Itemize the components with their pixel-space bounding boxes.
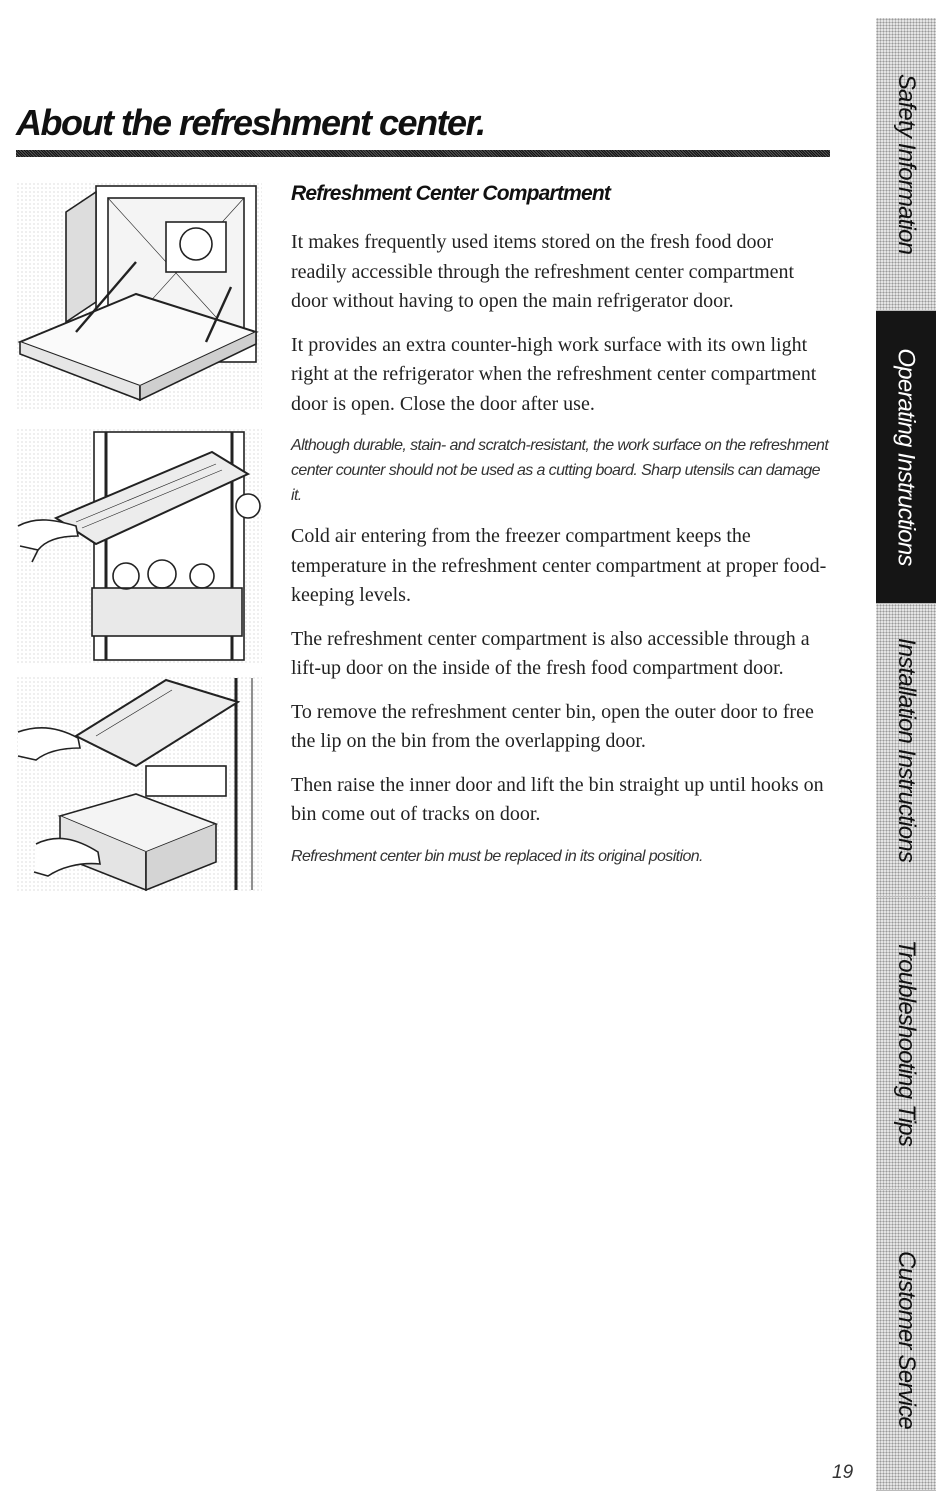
paragraph: Cold air entering from the freezer compartment keeps the temperature in the refreshment center compartment at proper food-keeping levels. [291,525,827,606]
paragraph: It makes frequently used items stored on the fresh food door readily accessible through the refreshment center compartment door without having to open the main refrigerator door. [291,231,795,312]
tab-label: Safety Information [893,73,920,255]
bin-note: Refreshment center bin must be replaced in its original position. [291,847,703,865]
illustration-open-counter [16,182,262,410]
tab-troubleshooting-tips[interactable] [876,897,936,1190]
tab-operating-instructions[interactable] [876,311,936,604]
tab-safety-information[interactable] [876,18,936,311]
paragraph: To remove the refreshment center bin, open the outer door to free the lip on the bin from the overlapping door. [291,700,814,752]
paragraph: The refreshment center compartment is also accessible through a lift-up door on the inside of the fresh food compartment door. [291,627,810,679]
illustration-lift-door [16,428,262,664]
tab-label: Customer Service [893,1251,920,1429]
tab-label: Operating Instructions [893,348,920,566]
tab-installation-instructions[interactable] [876,604,936,897]
illustration-remove-bin [16,676,262,892]
section-refreshment-center [291,182,831,883]
caution-note: Although durable, stain- and scratch-resistant, the work surface on the refreshment center counter should not be used as a cutting board. Sharp utensils can damage it. [291,437,829,504]
section-heading: Refreshment Center Compartment [291,182,611,205]
paragraph: It provides an extra counter-high work surface with its own light right at the refrigerator when the refreshment center compartment door is open. Close the door after use. [291,333,817,415]
paragraph: Then raise the inner door and lift the bin straight up until hooks on bin come out of tracks on door. [291,773,824,825]
section-tabs [876,18,936,1490]
tab-label: Installation Instructions [893,637,921,863]
tab-label: Troubleshooting Tips [893,939,921,1147]
title-rule [16,150,830,157]
tab-customer-service[interactable] [876,1190,936,1491]
illustrations [16,182,262,892]
page-title: About the refreshment center. [16,102,485,143]
page-number: 19 [832,1462,854,1483]
